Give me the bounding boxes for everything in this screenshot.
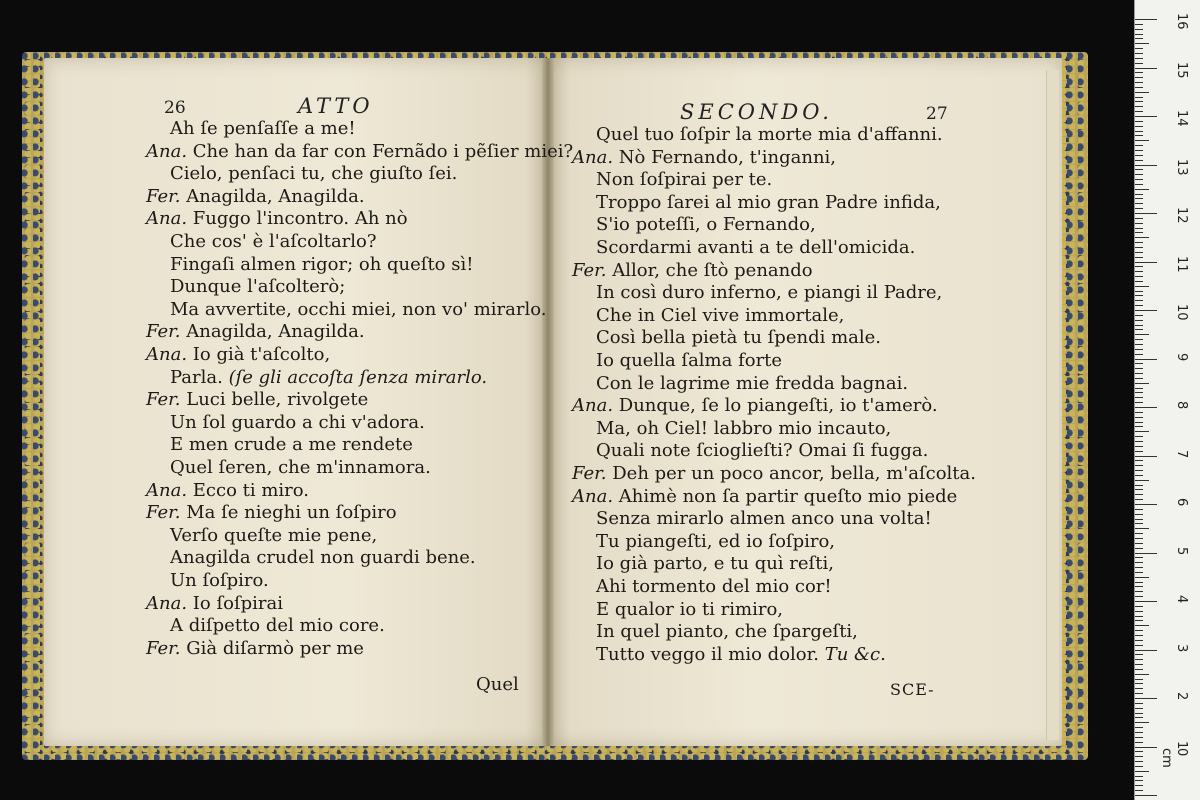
ruler-number: 12 [1174, 207, 1189, 224]
verse-line [596, 282, 942, 304]
ruler-tick [1135, 252, 1143, 253]
ruler-tick [1135, 616, 1143, 617]
ruler-tick [1135, 247, 1143, 248]
ruler-tick [1135, 131, 1143, 132]
ruler-tick [1135, 790, 1143, 791]
ruler-tick [1135, 441, 1143, 442]
ruler-number: 14 [1174, 110, 1189, 127]
ruler-tick [1135, 169, 1143, 170]
ruler-tick [1135, 780, 1143, 781]
ruler-tick [1135, 359, 1157, 360]
speaker-label: Fer. [572, 463, 613, 484]
ruler-tick [1135, 82, 1143, 83]
ruler-number: 7 [1174, 449, 1189, 458]
line-text: Troppo ſarei al mio gran Padre infida, [596, 191, 941, 213]
line-text: Deh per un poco ancor, bella, m'aſcolta. [612, 463, 976, 484]
speaker-label: Fer. [146, 321, 187, 343]
ruler-tick [1135, 446, 1143, 447]
ruler-tick [1135, 538, 1143, 539]
ruler-tick [1135, 291, 1143, 292]
ruler-tick [1135, 315, 1143, 316]
line-text: Tu piangeſti, ed io ſoſpiro, [596, 530, 836, 552]
measurement-ruler [1134, 0, 1200, 800]
line-text: Dunque l'aſcolterò; [170, 276, 346, 298]
verse-line [572, 147, 836, 169]
ruler-tick [1135, 232, 1143, 233]
ruler-tick [1135, 29, 1143, 30]
verse-line [596, 192, 941, 214]
left-running-header: ATTO [298, 94, 374, 118]
verse-line [170, 299, 546, 321]
line-text: Ahi tormento del mio cor! [596, 576, 832, 597]
verse-line [596, 644, 886, 666]
line-text: Senza mirarlo almen anco una volta! [596, 508, 932, 530]
ruler-tick [1135, 548, 1143, 549]
ruler-tick [1135, 708, 1143, 709]
ruler-tick [1135, 722, 1149, 723]
ruler-tick [1135, 747, 1157, 748]
ruler-tick [1135, 24, 1143, 25]
ruler-tick [1135, 683, 1143, 684]
ruler-tick [1135, 688, 1143, 689]
ruler-tick [1135, 679, 1143, 680]
ruler-tick [1135, 276, 1143, 277]
ruler-tick [1135, 310, 1157, 311]
ruler-tick [1135, 659, 1143, 660]
ruler-number: 15 [1174, 61, 1189, 79]
ruler-tick [1135, 426, 1143, 427]
ruler-tick [1135, 344, 1143, 345]
ruler-tick [1135, 257, 1143, 258]
verse-line [146, 638, 364, 660]
ruler-tick [1135, 53, 1143, 54]
verse-line [170, 231, 377, 253]
ruler-tick [1135, 392, 1143, 393]
ruler-tick [1135, 713, 1143, 714]
page-edge [1046, 70, 1059, 740]
ruler-tick [1135, 533, 1143, 534]
line-text: Con le lagrime mie fredda bagnai. [596, 372, 909, 394]
right-running-header: SECONDO. [680, 100, 833, 124]
ruler-tick [1135, 271, 1143, 272]
ruler-tick [1135, 465, 1143, 466]
ruler-tick [1135, 756, 1143, 757]
ruler-tick [1135, 422, 1143, 423]
ruler-tick [1135, 620, 1143, 621]
ruler-number: 2 [1174, 692, 1189, 701]
ruler-number: 4 [1174, 595, 1189, 604]
verse-line [170, 457, 431, 479]
ruler-tick [1135, 494, 1143, 495]
ruler-tick [1135, 591, 1143, 592]
ruler-tick [1135, 567, 1143, 568]
line-text: Quel tuo ſoſpir la morte mia d'affanni. [596, 124, 943, 145]
ruler-tick [1135, 528, 1149, 529]
speaker-label: Ana. [572, 395, 619, 417]
ruler-tick [1135, 431, 1149, 432]
ruler-number: 10 [1174, 304, 1189, 321]
ruler-tick [1135, 388, 1143, 389]
ruler-tick [1135, 242, 1143, 243]
verse-line [170, 570, 269, 592]
verse-line [170, 615, 385, 637]
line-text: Fingaſi almen rigor; oh queſto sì! [170, 253, 474, 275]
line-text: Ma avvertite, occhi miei, non vo' mirarlo. [170, 298, 547, 320]
ruler-tick [1135, 213, 1157, 214]
ruler-tick [1135, 625, 1149, 626]
verse-line [596, 576, 832, 598]
ruler-tick [1135, 179, 1143, 180]
ruler-tick [1135, 412, 1143, 413]
ruler-tick [1135, 407, 1157, 408]
speaker-label: Ana. [146, 344, 193, 365]
line-text: Verſo queſte mie pene, [170, 524, 378, 546]
verse-line [596, 169, 772, 191]
ruler-tick [1135, 640, 1143, 641]
ruler-tick [1135, 489, 1143, 490]
ruler-tick [1135, 480, 1149, 481]
ruler-tick [1135, 43, 1149, 44]
ruler-tick [1135, 499, 1143, 500]
ruler-tick [1135, 58, 1143, 59]
ruler-tick [1135, 717, 1143, 718]
ruler-tick [1135, 68, 1157, 69]
line-text: In quel pianto, che ſpargeſti, [596, 621, 858, 643]
verse-line [146, 344, 330, 366]
ruler-tick [1135, 116, 1157, 117]
verse-line [572, 486, 957, 508]
line-text: Così bella pietà tu ſpendi male. [596, 327, 881, 349]
line-text: Un ſol guardo a chi v'adora. [170, 411, 425, 433]
ruler-tick [1135, 145, 1143, 146]
speaker-label: Fer. [146, 389, 187, 411]
speaker-label: Fer. [146, 502, 187, 524]
ruler-tick [1135, 557, 1143, 558]
ruler-tick [1135, 601, 1157, 602]
verse-line [170, 163, 457, 185]
line-text: Luci belle, rivolgete [186, 389, 369, 411]
ruler-tick [1135, 354, 1143, 355]
ruler-number: 9 [1174, 352, 1189, 361]
line-text: Quali note ſcioglieſti? Omai ſi fugga. [596, 440, 929, 462]
ruler-tick [1135, 140, 1149, 141]
ruler-tick [1135, 334, 1149, 335]
ruler-tick [1135, 402, 1143, 403]
line-text: Scordarmi avanti a te dell'omicida. [596, 237, 916, 258]
ruler-number: 3 [1174, 643, 1189, 652]
line-text: Ma ſe nieghi un ſoſpiro [186, 502, 397, 524]
ruler-tick [1135, 305, 1143, 306]
verse-line [146, 389, 368, 411]
line-text: Io quella ſalma forte [596, 350, 783, 371]
verse-line [146, 208, 408, 230]
verse-line [596, 124, 943, 146]
verse-line [596, 621, 858, 643]
ruler-tick [1135, 698, 1157, 699]
speaker-label: Ana. [146, 140, 193, 162]
ruler-tick [1135, 121, 1143, 122]
ruler-tick [1135, 87, 1143, 88]
speaker-label: Ana. [146, 592, 193, 614]
ruler-tick [1135, 77, 1143, 78]
ruler-tick [1135, 669, 1143, 670]
ruler-tick [1135, 349, 1143, 350]
ruler-tick [1135, 228, 1143, 229]
ruler-tick [1135, 155, 1143, 156]
ruler-tick [1135, 135, 1143, 136]
ruler-unit: 0 cm [1159, 748, 1189, 768]
line-text: Ecco ti miro. [192, 479, 310, 501]
verse-line [572, 463, 976, 485]
ruler-tick [1135, 645, 1143, 646]
ruler-tick [1135, 189, 1149, 190]
ruler-tick [1135, 63, 1143, 64]
ruler-number: 11 [1174, 255, 1189, 273]
ruler-tick [1135, 295, 1143, 296]
line-text: Allor, che ſtò penando [612, 259, 813, 281]
line-text: Dunque, ſe lo piangeſti, io t'amerò. [618, 395, 938, 417]
ruler-tick [1135, 674, 1149, 675]
line-text: Anagilda, Anagilda. [186, 321, 365, 343]
ruler-tick [1135, 562, 1143, 563]
ruler-tick [1135, 363, 1143, 364]
ruler-tick [1135, 456, 1157, 457]
ruler-tick [1135, 693, 1143, 694]
ruler-tick [1135, 761, 1143, 762]
ruler-tick [1135, 174, 1143, 175]
verse-line [596, 508, 932, 530]
ruler-tick [1135, 223, 1143, 224]
ruler-number: 6 [1174, 498, 1189, 507]
line-text: Cielo, penſaci tu, che giuſto ſei. [170, 163, 458, 185]
ruler-tick [1135, 737, 1143, 738]
ruler-tick [1135, 742, 1143, 743]
ruler-tick [1135, 460, 1143, 461]
ruler-tick [1135, 514, 1143, 515]
ruler-tick [1135, 111, 1143, 112]
line-text: Un ſoſpiro. [170, 570, 269, 591]
line-text: Ahimè non ſa partir queſto mio piede [618, 485, 958, 507]
line-text: Nò Fernando, t'inganni, [618, 146, 837, 168]
verse-line [572, 395, 938, 417]
ruler-tick [1135, 572, 1143, 573]
ruler-tick [1135, 635, 1143, 636]
left-catchword: Quel [476, 674, 519, 695]
speaker-label: Fer. [146, 637, 187, 659]
line-text: Che in Ciel vive immortale, [596, 304, 845, 326]
line-text: Quel ſeren, che m'innamora. [170, 457, 431, 478]
ruler-tick [1135, 266, 1143, 267]
speaker-label: Ana. [146, 479, 193, 501]
verse-line [146, 480, 309, 502]
verse-line [572, 260, 813, 282]
ruler-tick [1135, 543, 1143, 544]
ruler-tick [1135, 577, 1149, 578]
speaker-label: Ana. [572, 485, 619, 507]
ruler-tick [1135, 218, 1143, 219]
ruler-tick [1135, 596, 1143, 597]
ruler-tick [1135, 451, 1143, 452]
ruler-tick [1135, 368, 1143, 369]
verse-line [146, 502, 397, 524]
line-text: Tutto veggo il mio dolor. [596, 643, 819, 665]
ruler-tick [1135, 519, 1143, 520]
line-text: Ah ſe penſaſſe a me! [170, 118, 356, 139]
ruler-tick [1135, 160, 1143, 161]
ruler-tick [1135, 339, 1143, 340]
ruler-tick [1135, 654, 1143, 655]
ruler-tick [1135, 553, 1157, 554]
ruler-number: 5 [1174, 546, 1189, 555]
ruler-tick [1135, 523, 1143, 524]
verse-line [596, 599, 783, 621]
ruler-tick [1135, 650, 1157, 651]
verse-line [596, 350, 782, 372]
ruler-tick [1135, 582, 1143, 583]
line-text: Anagilda, Anagilda. [186, 185, 365, 207]
verse-line [596, 237, 915, 259]
verse-line [596, 373, 908, 395]
verse-line [596, 214, 816, 236]
ruler-tick [1135, 417, 1143, 418]
ruler-tick [1135, 320, 1143, 321]
ruler-tick [1135, 795, 1157, 796]
ruler-tick [1135, 38, 1143, 39]
right-catchword: SCE- [890, 680, 935, 699]
ruler-tick [1135, 470, 1143, 471]
ruler-tick [1135, 397, 1143, 398]
line-text: Io già t'aſcolto, [192, 344, 331, 365]
ruler-tick [1135, 509, 1143, 510]
stage-direction: Tu &c. [818, 643, 886, 665]
ruler-tick [1135, 106, 1143, 107]
ruler-tick [1135, 194, 1143, 195]
verse-line [596, 440, 928, 462]
speaker-label: Fer. [146, 185, 187, 207]
speaker-label: Fer. [572, 259, 613, 281]
ruler-tick [1135, 203, 1143, 204]
ruler-tick [1135, 383, 1149, 384]
speaker-label: Ana. [146, 208, 193, 230]
ruler-tick [1135, 19, 1157, 20]
verse-line [146, 141, 573, 163]
ruler-tick [1135, 97, 1143, 98]
line-text: Che cos' è l'aſcoltarlo? [170, 231, 377, 252]
ruler-tick [1135, 126, 1143, 127]
ruler-tick [1135, 237, 1149, 238]
verse-line [170, 525, 377, 547]
ruler-tick [1135, 262, 1157, 263]
line-text: Non ſoſpirai per te. [596, 169, 773, 191]
verse-line [146, 321, 365, 343]
ruler-number: 13 [1174, 158, 1189, 176]
ruler-tick [1135, 703, 1143, 704]
verse-line [170, 118, 356, 140]
ruler-tick [1135, 72, 1143, 73]
ruler-number: 16 [1174, 13, 1189, 30]
line-text: A diſpetto del mio core. [170, 615, 385, 637]
ruler-tick [1135, 34, 1143, 35]
ruler-tick [1135, 286, 1149, 287]
verse-line [596, 418, 891, 440]
line-text: In così duro inferno, e piangi il Padre, [596, 282, 943, 304]
verse-line [596, 553, 834, 575]
ruler-tick [1135, 198, 1143, 199]
ruler-tick [1135, 48, 1143, 49]
ruler-tick [1135, 101, 1143, 102]
ruler-tick [1135, 325, 1143, 326]
ruler-number: 8 [1174, 401, 1189, 410]
ruler-tick [1135, 611, 1143, 612]
ruler-tick [1135, 150, 1143, 151]
ruler-tick [1135, 664, 1143, 665]
line-text: Ma, oh Ciel! labbro mio incauto, [596, 417, 892, 439]
line-text: Che han da far con Fernãdo i pẽſier miei? [192, 140, 574, 162]
ruler-number: 1 [1174, 740, 1189, 749]
ruler-tick [1135, 436, 1143, 437]
ruler-tick [1135, 606, 1143, 607]
stage-direction: (ſe gli accoſta ſenza mirarlo. [222, 366, 488, 388]
ruler-tick [1135, 208, 1143, 209]
line-text: E men crude a me rendete [170, 434, 413, 456]
ruler-tick [1135, 475, 1143, 476]
ruler-tick [1135, 727, 1143, 728]
ruler-tick [1135, 378, 1143, 379]
ruler-tick [1135, 630, 1143, 631]
line-text: Fuggo l'incontro. Ah nò [192, 208, 408, 230]
ruler-tick [1135, 732, 1143, 733]
ruler-tick [1135, 776, 1143, 777]
speaker-label: Ana. [572, 146, 619, 168]
ruler-tick [1135, 771, 1149, 772]
line-text: S'io poteſſi, o Fernando, [596, 214, 816, 236]
ruler-tick [1135, 751, 1143, 752]
line-text: Anagilda crudel non guardi bene. [170, 547, 476, 569]
verse-line [170, 276, 345, 298]
verse-line [170, 367, 487, 389]
verse-line [596, 327, 881, 349]
ruler-tick [1135, 300, 1143, 301]
verse-line [596, 531, 835, 553]
left-page-number: 26 [164, 98, 186, 118]
line-text: Parla. [170, 366, 223, 388]
ruler-tick [1135, 785, 1143, 786]
verse-line [170, 547, 476, 569]
verse-line [596, 305, 844, 327]
verse-line [146, 186, 365, 208]
line-text: Io ſoſpirai [192, 592, 283, 614]
line-text: Già diſarmò per me [186, 637, 364, 659]
ruler-tick [1135, 92, 1149, 93]
verse-line [170, 412, 425, 434]
line-text: E qualor io ti rimiro, [596, 598, 784, 620]
ruler-tick [1135, 766, 1143, 767]
ruler-tick [1135, 165, 1157, 166]
ruler-tick [1135, 329, 1143, 330]
verse-line [146, 593, 283, 615]
ruler-tick [1135, 281, 1143, 282]
right-page-number: 27 [926, 104, 948, 124]
ruler-tick [1135, 586, 1143, 587]
ruler-tick [1135, 184, 1143, 185]
ruler-tick [1135, 485, 1143, 486]
ruler-tick [1135, 504, 1157, 505]
verse-line [170, 434, 413, 456]
line-text: Io già parto, e tu quì reſti, [596, 553, 834, 575]
verse-line [170, 254, 473, 276]
ruler-tick [1135, 373, 1143, 374]
